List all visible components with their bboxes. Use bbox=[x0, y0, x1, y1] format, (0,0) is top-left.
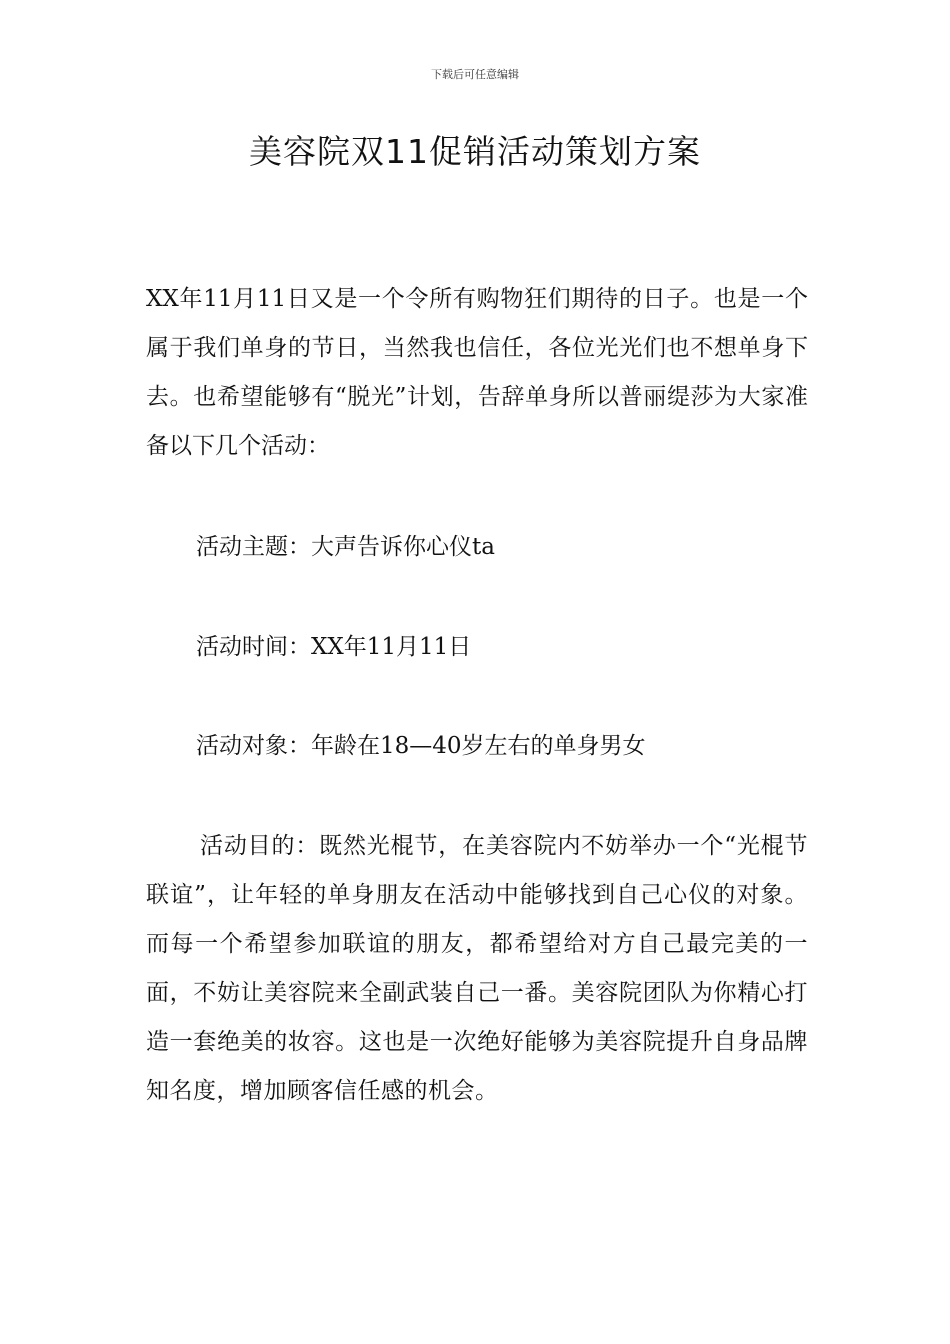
activity-purpose: 活动目的：既然光棍节，在美容院内不妨举办一个“光棍节联谊”，让年轻的单身朋友在活动中能够找到自己心仪的对象。而每一个希望参加联谊的朋友，都希望给对方自己最完美的一面，不妨让美容院来全副武装自己一番。美容院团队为你精心打造一套绝美的妆容。这也是一次绝好能够为美容院提升自身品牌知名度，增加顾客信任感的机会。 bbox=[146, 833, 808, 1104]
activity-theme: 活动主题：大声告诉你心仪ta bbox=[196, 534, 495, 560]
intro-paragraph: XX年11月11日又是一个令所有购物狂们期待的日子。也是一个属于我们单身的节日，当然我也信任，各位光光们也不想单身下去。也希望能够有“脱光”计划，告辞单身所以普丽缇莎为大家准备以下几个活动： bbox=[146, 286, 808, 459]
document-title: 美容院双11促销活动策划方案 bbox=[249, 132, 701, 171]
activity-time: 活动时间：XX年11月11日 bbox=[196, 634, 472, 660]
header-note: 下载后可任意编辑 bbox=[431, 68, 519, 81]
activity-target: 活动对象：年龄在18—40岁左右的单身男女 bbox=[196, 733, 646, 759]
